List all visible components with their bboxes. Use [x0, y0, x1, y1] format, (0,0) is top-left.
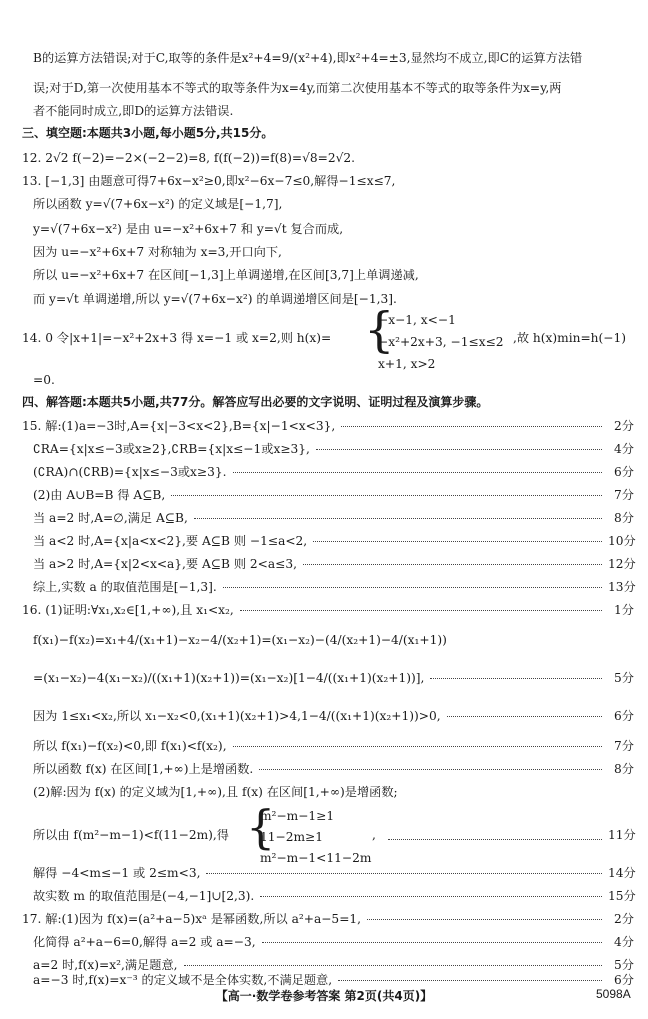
step-row: 当 a<2 时,A={x|a<x<2},要 A⊆B 则 −1≤a<2, 10分 — [33, 534, 636, 548]
text-line: 所以 u=−x²+6x+7 在区间[−1,3]上单调递增,在区间[3,7]上单调递减, — [33, 268, 419, 282]
step-row: 16. (1)证明:∀x₁,x₂∈[1,+∞),且 x₁<x₂, 1分 — [22, 603, 634, 617]
text-line: =0. — [33, 373, 55, 387]
step-row: 解得 −4<m≤−1 或 2≤m<3, 14分 — [33, 866, 636, 880]
step-row: 当 a>2 时,A={x|2<x<a},要 A⊆B 则 2<a≤3, 12分 — [33, 557, 636, 571]
section-heading-solve: 四、解答题:本题共5小题,共77分。解答应写出必要的文字说明、证明过程及演算步骤。 — [22, 395, 489, 409]
text-line: y=√(7+6x−x²) 是由 u=−x²+6x+7 和 y=√t 复合而成, — [33, 222, 344, 236]
comma: , — [372, 828, 376, 842]
text-line: 14. 0 令|x+1|=−x²+2x+3 得 x=−1 或 x=2,则 h(x)= — [22, 331, 332, 345]
brace-icon: { — [246, 800, 276, 854]
text-line: 13. [−1,3] 由题意可得7+6x−x²≥0,即x²−6x−7≤0,解得−1≤x≤7, — [22, 174, 396, 188]
text-line: f(x₁)−f(x₂)=x₁+4/(x₁+1)−x₂−4/(x₂+1)=(x₁−x₂)−(4/(x₂+1)−4/(x₁+1)) — [33, 633, 447, 647]
step-row: 因为 1≤x₁<x₂,所以 x₁−x₂<0,(x₁+1)(x₂+1)>4,1−4/((x₁+1)(x₂+1))>0, 6分 — [33, 709, 634, 723]
inequality-system: m²−m−1≥1 11−2m≥1 m²−m−1<11−2m — [260, 809, 372, 865]
text-line: 所以由 f(m²−m−1)<f(11−2m),得 — [33, 828, 229, 842]
brace-icon: { — [364, 302, 395, 358]
text-line: (2)解:因为 f(x) 的定义域为[1,+∞),且 f(x) 在区间[1,+∞)是增函数; — [33, 785, 398, 799]
text-line: 误;对于D,第一次使用基本不等式的取等条件为x=4y,而第二次使用基本不等式的取等条件为x=y,两 — [33, 81, 562, 95]
step-row: a=2 时,f(x)=x²,满足题意, 5分 — [33, 958, 634, 972]
step-row: =(x₁−x₂)−4(x₁−x₂)/((x₁+1)(x₂+1))=(x₁−x₂)[1−4/((x₁+1)(x₂+1))], 5分 — [33, 671, 634, 685]
step-row: 综上,实数 a 的取值范围是[−1,3]. 13分 — [33, 580, 636, 594]
step-row: 所以函数 f(x) 在区间[1,+∞)上是增函数. 8分 — [33, 762, 634, 776]
text-line: 者不能同时成立,即D的运算方法错误. — [33, 104, 234, 118]
step-row: a=−3 时,f(x)=x⁻³ 的定义域不是全体实数,不满足题意, 6分 — [33, 973, 634, 987]
paper-code: 5098A — [596, 987, 631, 1001]
step-row: 17. 解:(1)因为 f(x)=(a²+a−5)xᵃ 是幂函数,所以 a²+a−5=1, 2分 — [22, 912, 634, 926]
step-row: 当 a=2 时,A=∅,满足 A⊆B, 8分 — [33, 511, 634, 525]
piecewise-cases: −x−1, x<−1 −x²+2x+3, −1≤x≤2 x+1, x>2 — [378, 313, 504, 371]
step-row: (∁RA)∩(∁RB)={x|x≤−3或x≥3}. 6分 — [33, 465, 634, 479]
text-line: B的运算方法错误;对于C,取等的条件是x²+4=9/(x²+4),即x²+4=±3,显然均不成立,即C的运算方法错 — [33, 51, 583, 65]
step-row: 化简得 a²+a−6=0,解得 a=2 或 a=−3, 4分 — [33, 935, 634, 949]
step-row: 所以 f(x₁)−f(x₂)<0,即 f(x₁)<f(x₂), 7分 — [33, 739, 634, 753]
text-line: 而 y=√t 单调递增,所以 y=√(7+6x−x²) 的单调递增区间是[−1,3]. — [33, 292, 397, 306]
text-line: ,故 h(x)min=h(−1) — [513, 331, 627, 345]
text-line: 因为 u=−x²+6x+7 对称轴为 x=3,开口向下, — [33, 245, 282, 259]
text-line: 所以函数 y=√(7+6x−x²) 的定义域是[−1,7], — [33, 197, 283, 211]
step-row: 15. 解:(1)a=−3时,A={x|−3<x<2},B={x|−1<x<3}, 2分 — [22, 419, 634, 433]
page-footer: 【高一·数学卷参考答案 第2页(共4页)】 — [215, 989, 433, 1003]
step-score-row: 11分 — [388, 827, 634, 843]
step-row: (2)由 A∪B=B 得 A⊆B, 7分 — [33, 488, 634, 502]
step-row: 故实数 m 的取值范围是(−4,−1]∪[2,3). 15分 — [33, 889, 636, 903]
step-row: ∁RA={x|x≤−3或x≥2},∁RB={x|x≤−1或x≥3}, 4分 — [33, 442, 634, 456]
text-line: 12. 2√2 f(−2)=−2×(−2−2)=8, f(f(−2))=f(8)=√8=2√2. — [22, 151, 356, 165]
section-heading-fill: 三、填空题:本题共3小题,每小题5分,共15分。 — [22, 126, 274, 140]
